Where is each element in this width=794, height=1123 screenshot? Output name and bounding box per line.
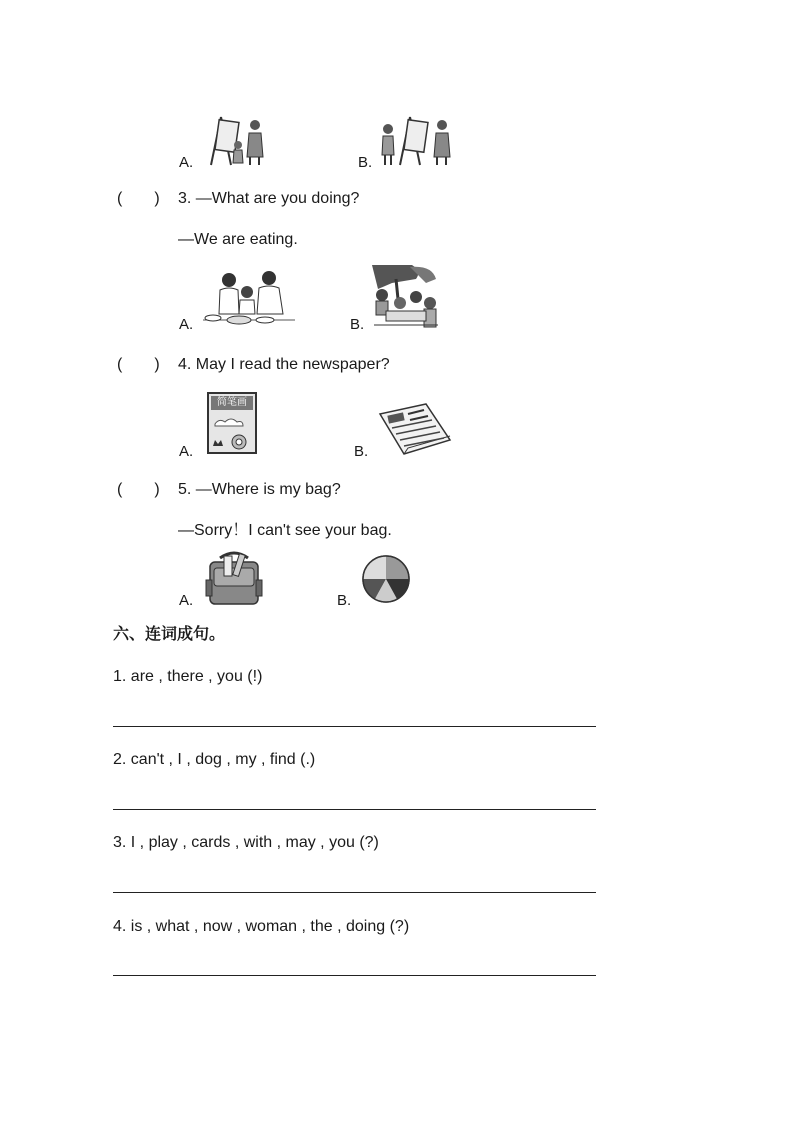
newspaper-icon (378, 404, 452, 456)
q2-option-b-label[interactable]: B. (358, 154, 373, 171)
q4-option-b-label[interactable]: B. (354, 443, 369, 460)
q5-question: 5. —Where is my bag? (178, 481, 341, 498)
section-title: 六、连词成句。 (113, 626, 226, 643)
sentence-item-3: 3. I , play , cards , with , may , you (?) (113, 834, 379, 851)
book-cover-title: 简笔画 (211, 396, 253, 410)
q5-answer-bracket[interactable]: ( ) (117, 481, 160, 498)
easel-drawing-icon (205, 115, 265, 167)
q3-option-b-label[interactable]: B. (350, 316, 365, 333)
q4-option-a-label[interactable]: A. (179, 443, 194, 460)
easel-drawing-icon (380, 115, 452, 167)
q3-answer-text: —We are eating. (178, 231, 298, 248)
q5-option-a-label[interactable]: A. (179, 592, 194, 609)
q3-option-a-label[interactable]: A. (179, 316, 194, 333)
beach-ball-icon (361, 554, 411, 604)
sentence-item-1: 1. are , there , you (!) (113, 668, 263, 685)
schoolbag-icon (206, 550, 262, 606)
q5-answer-text: —Sorry！I can't see your bag. (178, 522, 392, 539)
answer-line-1[interactable] (113, 726, 596, 727)
answer-line-3[interactable] (113, 892, 596, 893)
answer-line-4[interactable] (113, 975, 596, 976)
sentence-item-2: 2. can't , I , dog , my , find (.) (113, 751, 316, 768)
q4-answer-bracket[interactable]: ( ) (117, 356, 160, 373)
q5-option-b-label[interactable]: B. (337, 592, 352, 609)
family-eating-icon (203, 268, 295, 328)
q3-answer-bracket[interactable]: ( ) (117, 190, 160, 207)
q3-question: 3. —What are you doing? (178, 190, 360, 207)
q4-question: 4. May I read the newspaper? (178, 356, 390, 373)
kids-picnic-icon (372, 265, 440, 329)
answer-line-2[interactable] (113, 809, 596, 810)
sentence-item-4: 4. is , what , now , woman , the , doing (?) (113, 918, 410, 935)
q2-option-a-label[interactable]: A. (179, 154, 194, 171)
picture-book-icon (207, 392, 257, 454)
